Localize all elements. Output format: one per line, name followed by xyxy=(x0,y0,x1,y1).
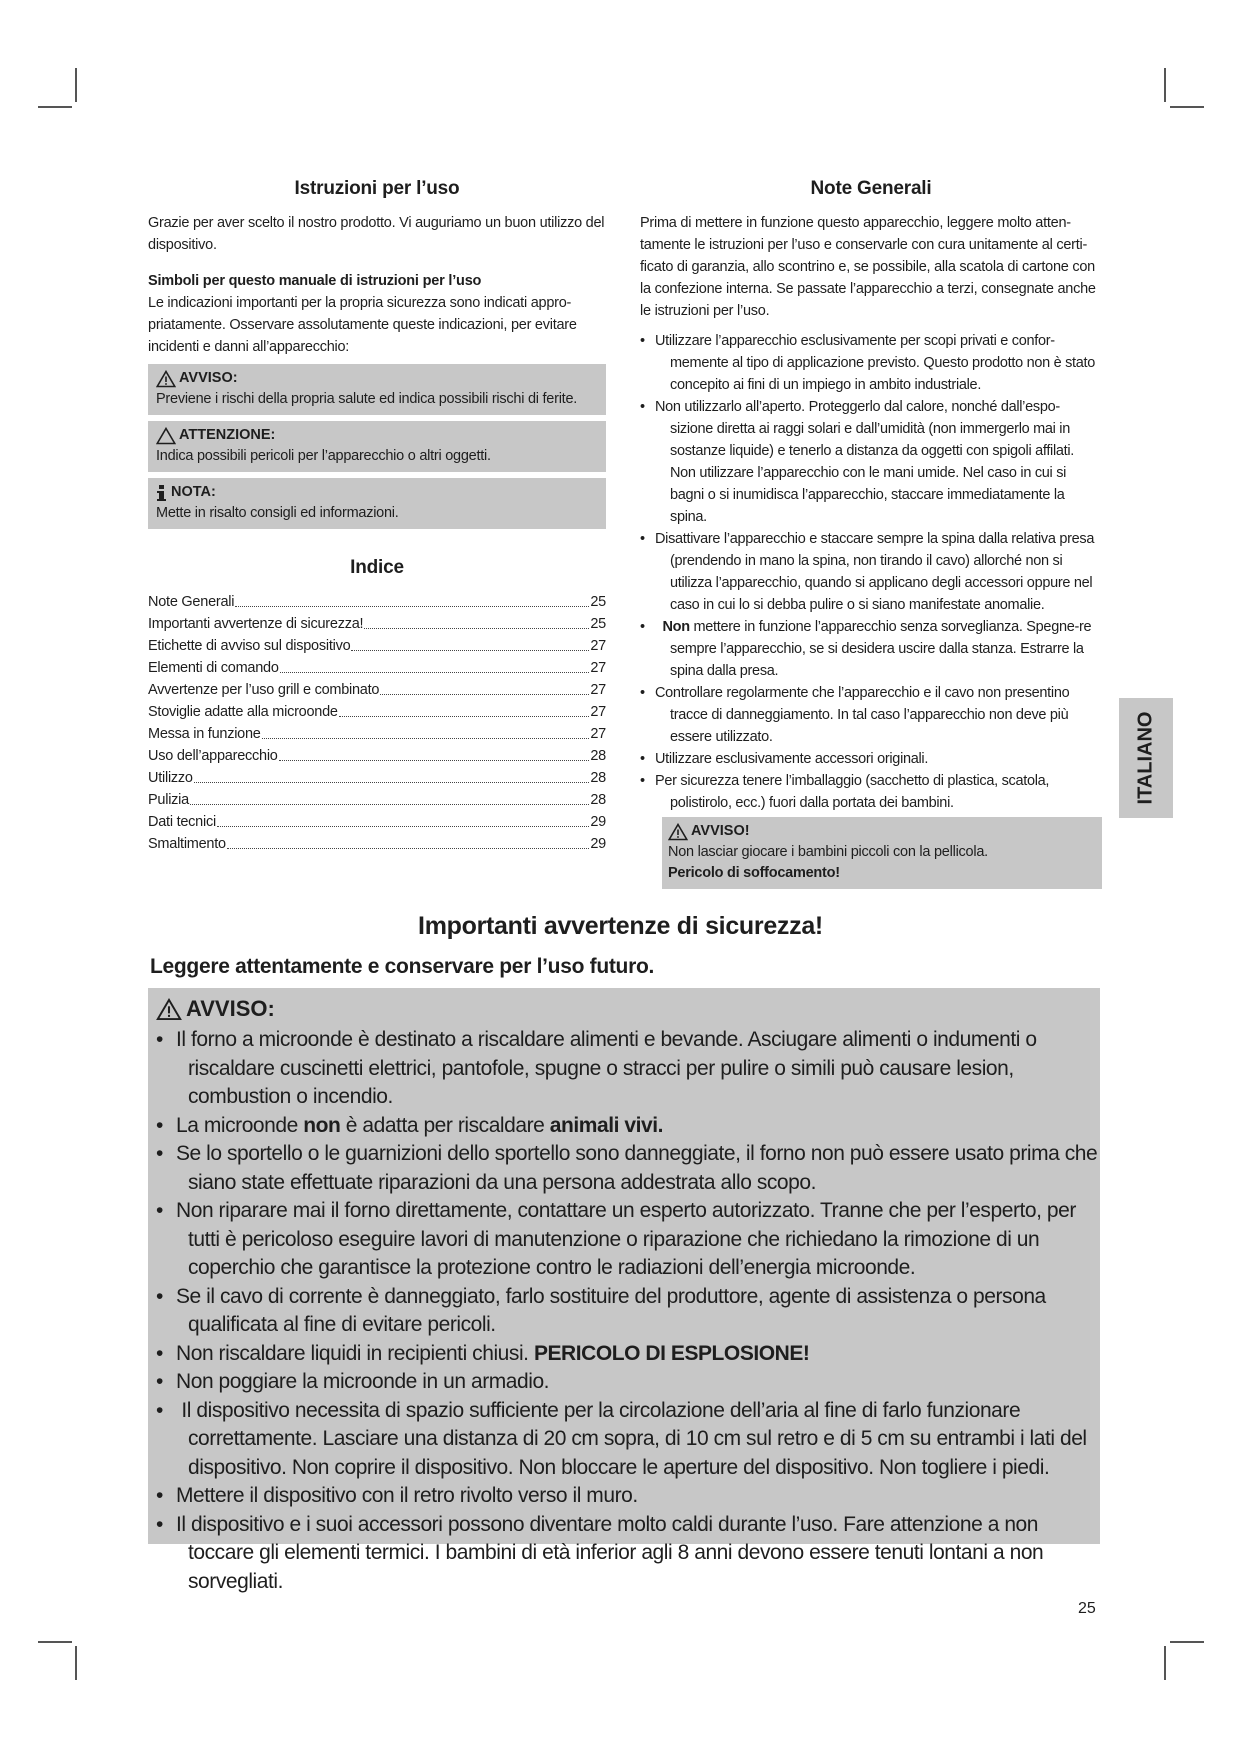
warning-triangle-icon xyxy=(156,998,182,1021)
crop-mark xyxy=(38,1641,72,1643)
safety-list xyxy=(156,1026,1100,1596)
toc-entry xyxy=(148,613,606,635)
safety-warning-label: AVVISO: xyxy=(186,996,275,1021)
attention-box xyxy=(148,421,606,472)
toc-entry-label: Importanti avvertenze di sicurezza! xyxy=(148,616,364,632)
toc-leader xyxy=(262,723,590,739)
toc-entry-page: 28 xyxy=(590,748,606,764)
list-item: • Utilizzare l’apparecchio esclusivamente per scopi privati e confor-memente al tipo di applicazione previsto. Questo prodotto non è stato concepito ai fini di un impiego in ambito industriale. xyxy=(640,333,1096,393)
toc-leader xyxy=(339,701,590,717)
toc-entry-page: 29 xyxy=(590,814,606,830)
toc-leader xyxy=(351,635,589,651)
general-notes-intro: Prima di mettere in funzione questo apparecchio, leggere molto atten-tamente le istruzioni per l’uso e conservarle con cura unitamente al certi-ficato di garanzia, allo scontrino e, se possibile, alla scatola di cartone con la confezione interna. Se passate l’apparecchio a terzi, consegnate anche le istruzioni per l’uso. xyxy=(640,215,1096,319)
toc-entry xyxy=(148,723,606,745)
instructions-title: Istruzioni per l’uso xyxy=(294,178,460,199)
list-item: • Il dispositivo necessita di spazio sufficiente per la circolazione dell’aria al fine di farlo funzionare correttamente. Lasciare una distanza di 20 cm sopra, di 10 cm sul retro e di 5 cm su entrambi i lati del dispositivo. Non coprire il dispositivo. Non bloccare le aperture del dispositivo. Non togliere i piedi. xyxy=(156,1398,1087,1479)
list-item: • Utilizzare esclusivamente accessori originali. xyxy=(640,751,929,767)
toc-entry-label: Avvertenze per l’uso grill e combinato xyxy=(148,682,380,698)
note-text: Mette in risalto consigli ed informazioni. xyxy=(156,505,399,521)
language-label: ITALIANO xyxy=(1134,711,1157,805)
toc-entry-label: Pulizia xyxy=(148,792,189,808)
list-item: • Se il cavo di corrente è danneggiato, farlo sostituire del produttore, agente di assistenza o persona qualificata al fine di evitare pericoli. xyxy=(156,1284,1046,1336)
safety-subtitle: Leggere attentamente e conservare per l’uso futuro. xyxy=(150,955,655,978)
attention-text: Indica possibili pericoli per l’apparecchio o altri oggetti. xyxy=(156,448,491,464)
toc-entry-label: Utilizzo xyxy=(148,770,193,786)
child-warning-label: AVVISO! xyxy=(691,823,750,839)
list-item: • Non utilizzarlo all’aperto. Proteggerlo dal calore, nonché dall’espo-sizione diretta ai raggi solari e dall’umidità (non immergerlo mai in sostanze liquide) e tenerlo a distanza da oggetti con spigoli affilati. Non utilizzare l’apparecchio con le mani umide. Nel caso in cui si bagni o si inumidisca l’apparecchio, staccare immediatamente la spina. xyxy=(640,399,1075,525)
suffocation-warning: Pericolo di soffocamento! xyxy=(668,865,840,881)
left-column xyxy=(148,178,606,855)
symbols-title: Simboli per questo manuale di istruzioni per l’uso xyxy=(148,273,482,289)
toc-entry-page: 28 xyxy=(590,770,606,786)
list-item: • Non riparare mai il forno direttamente, contattare un esperto autorizzato. Tranne che per l’esperto, per tutti è pericoloso eseguire lavori di manutenzione o riparazione che richiedano la rimozione di un coperchio che garantisce la protezione contro le radiazioni dell’energia microonde. xyxy=(156,1199,1076,1279)
crop-mark xyxy=(1164,1646,1166,1680)
toc-entry-page: 28 xyxy=(590,792,606,808)
note-label: NOTA: xyxy=(171,484,216,500)
toc-entry xyxy=(148,635,606,657)
toc-entry-label: Elementi di comando xyxy=(148,660,279,676)
toc-entry xyxy=(148,591,606,613)
crop-mark xyxy=(1170,1641,1204,1643)
warning-triangle-icon xyxy=(156,370,176,388)
toc-entry-label: Etichette di avviso sul dispositivo xyxy=(148,638,351,654)
attention-label: ATTENZIONE: xyxy=(179,427,276,443)
toc-entry-page: 27 xyxy=(590,704,606,720)
toc-entry-page: 27 xyxy=(590,726,606,742)
attention-triangle-icon xyxy=(156,427,176,445)
warning-text: Previene i rischi della propria salute ed indica possibili rischi di ferite. xyxy=(156,391,578,407)
child-warning-box xyxy=(662,817,1102,889)
toc-entry xyxy=(148,657,606,679)
toc-entry-label: Smaltimento xyxy=(148,836,226,852)
toc-entry xyxy=(148,767,606,789)
list-item: • La microonde non è adatta per riscaldare animali vivi. xyxy=(156,1113,663,1137)
list-item: • Il forno a microonde è destinato a riscaldare alimenti e bevande. Asciugare alimenti o indumenti o riscaldare cuscinetti elettrici, pantofole, spugne o stracci per pulire o simili può causare lesion, combustion o incendio. xyxy=(156,1028,1037,1108)
general-notes-title: Note Generali xyxy=(810,178,932,199)
toc-entry-label: Stoviglie adatte alla microonde xyxy=(148,704,338,720)
toc-entry-page: 27 xyxy=(590,660,606,676)
toc-entry xyxy=(148,701,606,723)
list-item: • Mettere il dispositivo con il retro rivolto verso il muro. xyxy=(156,1484,638,1507)
list-item: • Disattivare l’apparecchio e staccare sempre la spina dalla relativa presa (prendendo in mano la spina, non tirando il cavo) allorché non si utilizza l’apparecchio, quando si applicano degli accessori oppure nel caso in cui lo si debba pulire o si siano manifestate anomalie. xyxy=(640,531,1095,613)
toc-entry-label: Messa in funzione xyxy=(148,726,261,742)
toc-leader xyxy=(227,833,590,849)
warning-label: AVVISO: xyxy=(179,370,238,386)
crop-mark xyxy=(1164,68,1166,102)
safety-title: Importanti avvertenze di sicurezza! xyxy=(418,912,823,940)
toc-entry xyxy=(148,679,606,701)
general-notes-list xyxy=(640,330,1102,814)
toc-entry-label: Dati tecnici xyxy=(148,814,216,830)
toc-leader xyxy=(364,613,589,629)
crop-mark xyxy=(75,68,77,102)
toc-leader xyxy=(194,767,590,783)
toc-entry-page: 29 xyxy=(590,836,606,852)
list-item: • Non poggiare la microonde in un armadio. xyxy=(156,1370,550,1393)
toc-entry xyxy=(148,789,606,811)
toc-entry xyxy=(148,745,606,767)
warning-triangle-icon xyxy=(668,823,688,841)
list-item: • Il dispositivo e i suoi accessori possono diventare molto caldi durante l’uso. Fare attenzione a non toccare gli elementi termici. I bambini di età inferior agli 8 anni devono essere tenuti lontani a non sorvegliati. xyxy=(156,1512,1044,1593)
crop-mark xyxy=(1170,106,1204,108)
list-item: • Non mettere in funzione l’apparecchio senza sorveglianza. Spegne-re sempre l’apparecchio, se si desidera uscire dalla stanza. Estrarre la spina dalla presa. xyxy=(640,619,1092,679)
intro-text: Grazie per aver scelto il nostro prodotto. Vi auguriamo un buon utilizzo del dispositivo. xyxy=(148,215,605,253)
list-item: • Controllare regolarmente che l’apparecchio e il cavo non presentino tracce di danneggiamento. In tal caso l’apparecchio non deve più essere utilizzato. xyxy=(640,685,1070,745)
toc-entry-page: 25 xyxy=(590,594,606,610)
safety-warning-box xyxy=(148,988,1100,1593)
warning-box xyxy=(148,364,606,415)
toc-entry xyxy=(148,833,606,855)
toc-leader xyxy=(280,657,590,673)
toc-leader xyxy=(279,745,590,761)
list-item: • Non riscaldare liquidi in recipienti chiusi. PERICOLO DI ESPLOSIONE! xyxy=(156,1341,810,1365)
toc-entry xyxy=(148,811,606,833)
toc-entry-page: 27 xyxy=(590,638,606,654)
info-icon xyxy=(156,484,168,502)
toc-leader xyxy=(217,811,589,827)
list-item: • Per sicurezza tenere l’imballaggio (sacchetto di plastica, scatola, polistirolo, ecc.) fuori dalla portata dei bambini. xyxy=(640,773,1050,811)
toc-entry-label: Uso dell’apparecchio xyxy=(148,748,278,764)
index-title: Indice xyxy=(350,557,404,578)
crop-mark xyxy=(75,1646,77,1680)
toc-leader xyxy=(190,789,589,805)
toc-leader xyxy=(235,591,589,607)
table-of-contents xyxy=(148,591,606,855)
crop-mark xyxy=(38,106,72,108)
toc-entry-page: 25 xyxy=(590,616,606,632)
right-column xyxy=(640,178,1102,895)
language-tab xyxy=(1119,698,1173,818)
list-item: • Se lo sportello o le guarnizioni dello sportello sono danneggiate, il forno non può essere usato prima che siano state effettuate riparazioni da una persona addestrata allo scopo. xyxy=(156,1142,1098,1194)
toc-entry-page: 27 xyxy=(590,682,606,698)
page-number: 25 xyxy=(1078,1600,1096,1617)
toc-leader xyxy=(380,679,589,695)
note-box xyxy=(148,478,606,529)
symbols-text: Le indicazioni importanti per la propria sicurezza sono indicati appro-priatamente. Osservare assolutamente queste indicazioni, per evitare incidenti e danni all’apparecchio: xyxy=(148,295,577,355)
toc-entry-label: Note Generali xyxy=(148,594,235,610)
child-warning-text: Non lasciar giocare i bambini piccoli con la pellicola. xyxy=(668,844,988,860)
